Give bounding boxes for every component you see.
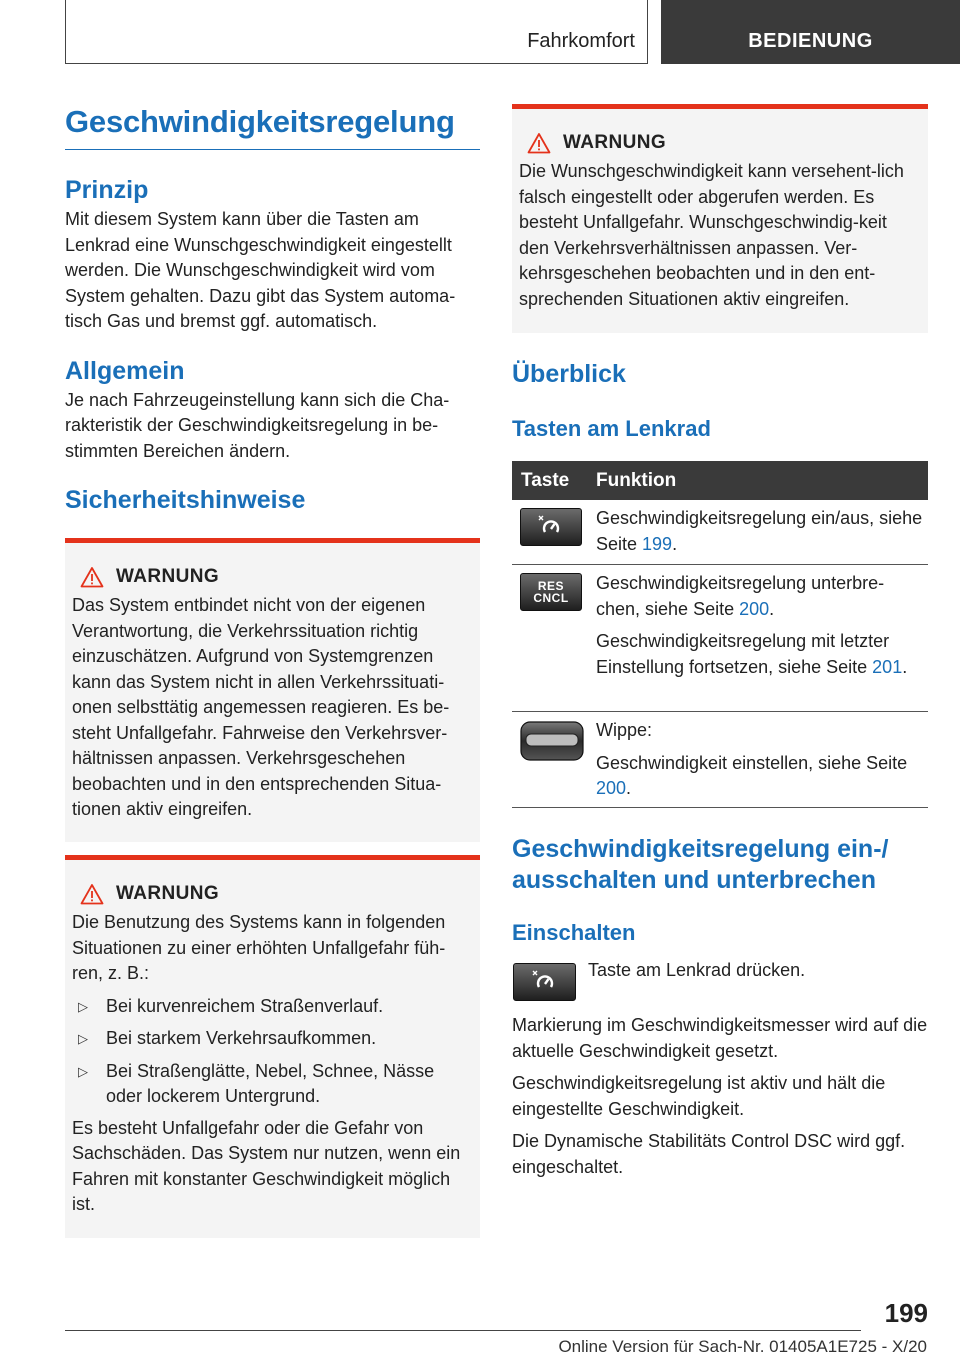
warning-outro: Es besteht Unfallgefahr oder die Gefahr von Sachschäden. Das System nur nutzen, wenn ein Fahren mit konstanter Geschwindigkeit möglich ist. [72,1117,461,1214]
res-cncl-button-icon [520,573,582,611]
cruise-control-button-icon [513,963,576,1001]
warning-title: WARNUNG [563,132,667,153]
list-item [72,1026,472,1052]
res-label: RES [537,579,565,593]
page-link[interactable]: 200 [739,598,770,619]
paragraph: Geschwindigkeitsregelung ist aktiv und hält die eingestellte Geschwindigkeit. [512,1073,886,1119]
bullet-triangle-icon: ▷ [78,1063,88,1079]
text-allgemein: Je nach Fahrzeugeinstellung kann sich die Cha‐rakteristik der Geschwindigkeitsregelung in be‐stimmten Bereichen ändern. [65,389,450,461]
warning-box-3 [512,104,928,333]
paragraph: Die Dynamische Stabilitäts Control DSC wird ggf. eingeschaltet. [512,1131,906,1177]
text-prinzip: Mit diesem System kann über die Tasten am Lenkrad eine Wunschgeschwindigkeit eingestellt werden. Die Wunschgeschwindigkeit wird vom System gehalten. Dazu gibt das System automa‐tisch Gas und bremst ggf. automatisch. [65,209,456,331]
warning-text: Das System entbindet nicht von der eigenen Verantwortung, die Verkehrssituation richtig einzuschätzen. Aufgrund von Systemgrenzen kann das System nicht in allen Verkehrssituati‐onen selbsttätig angemessen reagieren. Es be‐steht Unfallgefahr. Fahrweise den Verkehrsver‐hältnissen anpassen. Verkehrsgeschehen beobachten und in den entsprechenden Situa‐tionen aktiv eingreifen. [72,595,450,819]
warning-title: WARNUNG [116,566,220,587]
warning-triangle-icon [80,566,104,588]
heading-ueberblick: Überblick [512,360,626,388]
buttons-table [512,461,928,808]
warning-box-2 [65,855,480,1238]
table-row [512,712,928,808]
warning-triangle-icon [80,883,104,905]
heading-ein-ausschalten: Geschwindigkeitsregelung ein-/ ausschalten und unterbrechen [512,835,889,894]
function-text: Geschwindigkeitsregelung ein/aus, siehe Seite 199. [596,508,923,554]
page-number: 199 [884,1298,928,1328]
left-column [65,104,480,515]
title-underline [65,149,480,150]
page-link[interactable]: 199 [642,533,673,554]
function-text: Wippe: [596,720,653,740]
heading-sicherheitshinweise: Sicherheitshinweise [65,486,306,514]
footer-divider [65,1330,861,1331]
heading-prinzip: Prinzip [65,176,149,204]
bullet-text: Bei Straßenglätte, Nebel, Schnee, Nässe oder lockerem Untergrund. [106,1060,435,1106]
function-text: Geschwindigkeit einstellen, siehe Seite 200. [596,752,908,798]
table-header-funktion: Funktion [596,469,677,491]
table-header [512,461,928,500]
bullet-text: Bei kurvenreichem Straßenverlauf. [106,995,384,1016]
warning-intro: Die Benutzung des Systems kann in folgenden Situationen zu einer erhöhten Unfallgefahr füh‐ren, z. B.: [72,912,446,983]
cncl-label: CNCL [533,591,569,605]
header-section-box [65,0,648,64]
table-header-taste: Taste [521,469,570,491]
paragraph: Markierung im Geschwindigkeitsmesser wird auf die aktuelle Geschwindigkeit gesetzt. [512,1015,928,1061]
function-text: Geschwindigkeitsregelung unterbre‐chen, siehe Seite 200. [596,573,885,619]
list-item [72,994,472,1020]
header-section-title: Fahrkomfort [527,30,635,52]
footer-version-text: Online Version für Sach-Nr. 01405A1E725 - X/20 [558,1337,927,1356]
warning-title: WARNUNG [116,883,220,904]
einschalten-step: Taste am Lenkrad drücken. [588,960,806,980]
list-item [72,1059,472,1110]
page-link[interactable]: 200 [596,778,627,798]
page-link[interactable]: 201 [872,656,903,677]
heading-allgemein: Allgemein [65,356,185,385]
einschalten-description [512,1013,928,1180]
bullet-text: Bei starkem Verkehrsaufkommen. [106,1028,377,1048]
warning-text: Die Wunschgeschwindigkeit kann versehent‐lich falsch eingestellt oder abgerufen werden. Es besteht Unfallgefahr. Wunschgeschwindig‐keit den Verkehrsverhältnissen anpassen. Ver‐kehrsgeschehen beobachten und in den ent‐sprechenden Situationen aktiv eingreifen. [519,161,904,309]
table-row [512,500,928,565]
header-chapter-title: BEDIENUNG [748,30,873,52]
heading-tasten-am-lenkrad: Tasten am Lenkrad [512,416,711,441]
bullet-triangle-icon: ▷ [78,998,88,1014]
header-chapter-box [661,0,960,64]
bullet-triangle-icon: ▷ [78,1031,88,1046]
warning-triangle-icon [527,132,551,154]
cruise-control-button-icon [520,508,582,546]
table-row [512,565,928,712]
rocker-switch-icon [520,720,584,764]
page-title: Geschwindigkeitsregelung [65,104,455,139]
heading-einschalten: Einschalten [512,920,636,945]
warning-box-1 [65,538,480,842]
function-text: Geschwindigkeitsregelung mit letzter Einstellung fortsetzen, siehe Seite 201. [596,631,908,677]
